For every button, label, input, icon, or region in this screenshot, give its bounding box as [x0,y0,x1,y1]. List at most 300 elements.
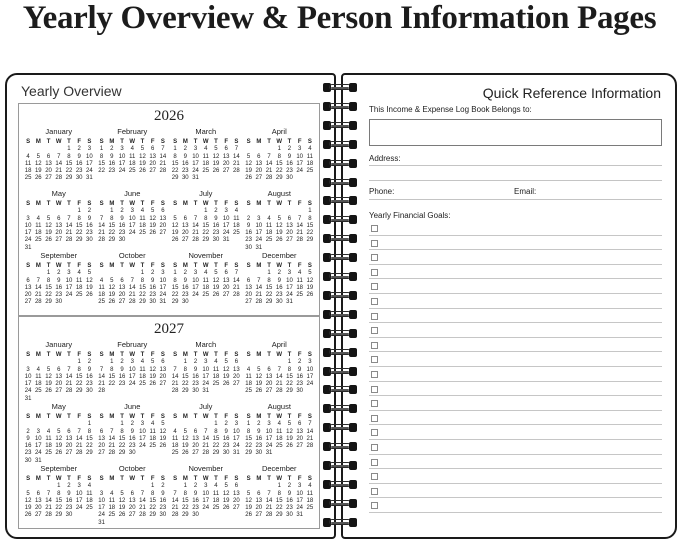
yearly-overview-page [5,73,336,539]
empty-cell [74,421,84,428]
day-cell: 15 [149,497,157,504]
goal-row[interactable] [369,498,662,513]
day-cell: 11 [24,160,32,167]
day-cell: 30 [255,450,263,457]
day-cell: 8 [77,215,81,222]
day-cell: 23 [24,450,32,457]
day-cell: 28 [202,450,210,457]
goal-row[interactable] [369,352,662,367]
day-cell: 27 [255,512,263,519]
day-cell: 24 [118,168,126,175]
day-cell: 5 [36,153,40,160]
wire-shadow [331,314,349,316]
day-cell: 16 [108,160,116,167]
empty-cell [54,359,64,366]
day-cell: 1 [287,359,292,366]
day-cell: 27 [245,299,252,306]
weekday-header: W [202,414,209,420]
weekday-header: T [193,139,198,145]
wire-shadow [331,371,349,373]
day-cell: 17 [296,497,304,504]
binding-hole-icon [349,253,357,262]
day-cell: 25 [149,443,157,450]
day-cell: 15 [245,435,252,442]
day-cell: 15 [171,160,179,167]
day-cell: 2 [246,215,251,222]
weekday-header: S [173,263,178,269]
day-cell: 11 [149,428,156,435]
goal-row[interactable] [369,425,662,440]
day-cell: 12 [245,497,252,504]
day-cell: 6 [224,146,228,153]
day-cell: 28 [45,512,52,519]
day-cell: 7 [298,215,302,222]
weekday-header: M [35,201,41,207]
day-cell: 6 [57,366,61,373]
day-cell: 15 [306,222,314,229]
spiral-coil [322,82,358,94]
day-cell: 20 [159,222,167,229]
day-cell: 18 [139,373,146,380]
day-cell: 12 [171,222,179,229]
binding-hole-icon [349,480,357,489]
month-november [170,464,242,526]
day-cell: 21 [233,284,240,291]
day-cell: 7 [267,490,271,497]
month-june [97,189,169,251]
day-cell: 29 [45,299,52,306]
day-cell: 18 [233,222,240,229]
empty-cell [97,208,107,215]
day-cell: 7 [277,366,281,373]
day-cell: 22 [306,230,314,237]
day-cell: 27 [159,381,167,388]
goal-checkbox[interactable] [371,400,378,407]
goal-checkbox[interactable] [371,342,378,349]
weekday-header: M [109,263,115,269]
goal-row[interactable] [369,396,662,411]
goal-row[interactable] [369,265,662,280]
spiral-coil [322,290,358,302]
weekday-header: M [256,201,262,207]
day-cell: 25 [34,388,42,395]
goal-row[interactable] [369,455,662,470]
goal-row[interactable] [369,250,662,265]
day-cell: 4 [246,366,251,373]
goal-row[interactable] [369,469,662,484]
weekday-header: W [55,476,62,482]
day-cell: 8 [173,153,177,160]
weekday-header: M [182,263,188,269]
goal-checkbox[interactable] [371,473,378,480]
goal-row[interactable] [369,294,662,309]
day-cell: 1 [173,146,177,153]
weekday-header: M [109,352,115,358]
day-cell: 23 [149,292,157,299]
goal-row[interactable] [369,338,662,353]
day-cell: 28 [255,299,263,306]
spiral-coil [322,384,358,396]
day-cell: 24 [86,168,93,175]
day-cell: 6 [257,490,261,497]
goal-row[interactable] [369,484,662,499]
goal-checkbox[interactable] [371,313,378,320]
binding-hole-icon [349,272,357,281]
day-cell: 5 [46,366,51,373]
day-cell: 15 [45,284,52,291]
day-cell: 27 [233,381,240,388]
goal-checkbox[interactable] [371,254,378,261]
day-cell: 1 [151,483,155,490]
day-cell: 12 [222,366,230,373]
empty-cell [274,359,284,366]
day-cell: 11 [212,490,220,497]
day-cell: 24 [265,443,273,450]
weekday-header: S [99,201,104,207]
weekday-header: W [202,476,209,482]
day-cell: 13 [159,366,167,373]
goal-checkbox[interactable] [371,225,378,232]
weekday-header: T [140,414,145,420]
goal-checkbox[interactable] [371,386,378,393]
weekday-header: F [150,139,155,145]
day-cell: 28 [34,299,42,306]
goal-checkbox[interactable] [371,283,378,290]
day-cell: 27 [222,168,230,175]
day-cell: 14 [233,153,240,160]
empty-cell [33,421,43,428]
weekday-header: M [35,263,41,269]
day-cell: 19 [286,435,293,442]
day-cell: 13 [55,222,63,229]
day-cell: 23 [181,168,189,175]
goal-checkbox[interactable] [371,444,378,451]
day-cell: 15 [275,160,283,167]
day-cell: 4 [308,483,312,490]
empty-cell [170,421,180,428]
day-cell: 9 [287,490,292,497]
goal-checkbox[interactable] [371,502,378,509]
day-cell: 20 [181,230,189,237]
day-cell: 29 [181,388,189,395]
day-cell: 24 [202,505,210,512]
day-cell: 31 [34,457,42,464]
day-cell: 31 [24,244,32,251]
weekday-header: S [246,139,251,145]
day-cell: 10 [128,215,136,222]
empty-cell [284,208,294,215]
weekday-header: M [109,139,115,145]
day-cell: 29 [65,175,73,182]
day-cell: 27 [265,388,273,395]
day-cell: 20 [255,505,263,512]
day-cell: 11 [202,277,209,284]
empty-cell [170,208,180,215]
day-cell: 6 [120,277,124,284]
goal-checkbox[interactable] [371,371,378,378]
month-name: January [45,340,73,349]
contact-line[interactable] [369,199,662,200]
weekday-header: W [55,414,62,420]
empty-cell [264,359,274,366]
day-cell: 23 [192,505,199,512]
day-cell: 18 [128,160,136,167]
day-cell: 14 [192,222,199,229]
day-cell: 12 [139,153,146,160]
wire-shadow [331,408,349,410]
day-cell: 13 [128,497,136,504]
weekday-header: S [160,414,165,420]
day-cell: 8 [204,215,208,222]
day-cell: 30 [86,388,93,395]
address-line[interactable] [369,165,662,166]
day-cell: 7 [77,428,81,435]
empty-cell [33,359,43,366]
day-cell: 1 [183,359,187,366]
day-cell: 1 [204,208,208,215]
goal-row[interactable] [369,382,662,397]
day-cell: 17 [34,443,42,450]
empty-cell [295,208,305,215]
day-cell: 25 [34,237,42,244]
day-cell: 10 [34,435,42,442]
goal-checkbox[interactable] [371,488,378,495]
day-cell: 30 [181,299,189,306]
weekday-header: S [160,352,165,358]
day-cell: 14 [255,284,263,291]
month-august [244,402,316,464]
day-cell: 28 [98,237,105,244]
day-cell: 12 [159,428,167,435]
spiral-coil [322,101,358,113]
goal-row[interactable] [369,236,662,251]
weekday-header: M [35,476,41,482]
day-cell: 17 [65,284,73,291]
goal-checkbox[interactable] [371,356,378,363]
day-cell: 31 [286,299,293,306]
day-cell: 25 [233,230,240,237]
goal-row[interactable] [369,309,662,324]
owner-name-field[interactable] [369,119,662,146]
day-cell: 1 [110,359,114,366]
day-cell: 6 [26,277,30,284]
day-cell: 18 [75,284,83,291]
day-cell: 1 [110,208,114,215]
day-cell: 22 [286,381,293,388]
day-cell: 20 [65,443,73,450]
month-february [97,340,169,402]
wire-shadow [331,484,349,486]
day-cell: 2 [183,146,187,153]
day-cell: 28 [265,512,273,519]
yearly-overview-heading: Yearly Overview [21,83,122,99]
day-cell: 4 [46,428,51,435]
day-cell: 2 [277,270,281,277]
day-cell: 3 [193,270,198,277]
day-grid [97,352,169,396]
goal-row[interactable] [369,411,662,426]
weekday-header: S [173,139,178,145]
month-name: February [117,340,148,349]
day-cell: 22 [212,443,220,450]
day-grid [244,476,316,520]
month-april [244,340,316,402]
weekday-header: W [202,263,209,269]
day-cell: 26 [255,388,263,395]
goal-checkbox[interactable] [371,459,378,466]
weekday-header: S [307,352,312,358]
weekday-header: F [77,201,81,207]
weekday-header: S [87,352,92,358]
day-cell: 30 [245,244,252,251]
day-cell: 21 [296,230,304,237]
day-cell: 7 [267,153,271,160]
day-cell: 22 [98,168,105,175]
binding-hole-icon [349,442,357,451]
day-cell: 14 [275,373,283,380]
day-grid [170,139,242,183]
day-cell: 25 [275,443,283,450]
day-cell: 27 [286,237,293,244]
day-cell: 19 [24,505,32,512]
day-cell: 19 [222,373,230,380]
weekday-header: S [87,476,92,482]
address-line-2[interactable] [369,180,662,181]
day-cell: 20 [265,381,273,388]
day-cell: 15 [98,160,105,167]
day-cell: 28 [233,168,240,175]
day-cell: 21 [306,435,314,442]
weekday-header: W [129,201,136,207]
goal-row[interactable] [369,367,662,382]
day-cell: 7 [173,490,177,497]
day-cell: 19 [86,284,93,291]
empty-cell [190,421,200,428]
day-cell: 24 [192,168,199,175]
day-cell: 1 [246,421,251,428]
goal-row[interactable] [369,279,662,294]
empty-cell [33,483,43,490]
day-cell: 22 [265,292,273,299]
goal-checkbox[interactable] [371,415,378,422]
empty-cell [33,146,43,153]
goal-checkbox[interactable] [371,327,378,334]
day-cell: 29 [149,512,157,519]
day-cell: 20 [118,292,126,299]
day-cell: 14 [265,497,273,504]
day-cell: 13 [34,497,42,504]
day-cell: 8 [277,490,281,497]
day-cell: 6 [287,215,292,222]
day-cell: 10 [265,428,273,435]
goal-checkbox[interactable] [371,298,378,305]
day-cell: 26 [181,450,189,457]
day-cell: 3 [26,366,30,373]
empty-cell [107,270,117,277]
day-cell: 29 [75,388,83,395]
day-grid [170,414,242,458]
day-grid [170,476,242,520]
goal-row[interactable] [369,221,662,236]
day-cell: 7 [234,270,239,277]
weekday-header: S [99,139,104,145]
day-cell: 22 [275,168,283,175]
day-cell: 20 [34,505,42,512]
weekday-header: S [307,414,312,420]
goal-row[interactable] [369,440,662,455]
day-cell: 8 [46,277,51,284]
day-cell: 19 [245,505,252,512]
day-cell: 18 [98,292,105,299]
day-cell: 30 [181,175,189,182]
day-cell: 26 [45,388,52,395]
day-cell: 18 [306,160,314,167]
day-cell: 26 [286,443,293,450]
day-cell: 14 [55,160,63,167]
weekday-header: S [160,201,165,207]
empty-cell [254,483,264,490]
day-cell: 23 [181,292,189,299]
weekday-header: T [287,201,292,207]
goal-checkbox[interactable] [371,240,378,247]
day-cell: 21 [171,381,179,388]
goal-checkbox[interactable] [371,429,378,436]
goal-checkbox[interactable] [371,269,378,276]
binding-hole-icon [349,423,357,432]
weekday-header: W [129,352,136,358]
day-cell: 11 [139,215,146,222]
day-cell: 3 [87,146,92,153]
weekday-header: T [193,263,198,269]
day-cell: 11 [35,222,42,229]
day-cell: 10 [24,222,32,229]
day-cell: 9 [183,277,187,284]
day-cell: 15 [181,497,189,504]
month-september [23,251,95,313]
day-cell: 26 [245,512,252,519]
day-cell: 6 [298,421,302,428]
day-cell: 20 [222,284,230,291]
day-cell: 18 [202,160,210,167]
empty-cell [244,208,254,215]
goal-row[interactable] [369,323,662,338]
day-cell: 17 [98,505,105,512]
quick-reference-heading: Quick Reference Information [482,85,661,101]
day-cell: 23 [286,505,293,512]
day-cell: 14 [65,373,73,380]
weekday-header: T [46,476,51,482]
empty-cell [254,359,264,366]
weekday-header: T [67,352,71,358]
weekday-header: W [202,201,209,207]
weekday-header: S [173,414,178,420]
day-cell: 7 [234,146,239,153]
weekday-header: W [129,139,136,145]
day-cell: 1 [267,270,271,277]
day-cell: 13 [149,153,157,160]
day-cell: 14 [45,497,52,504]
day-cell: 16 [86,222,93,229]
binding-hole-icon [349,121,357,130]
month-name: October [118,251,146,260]
day-cell: 25 [212,381,220,388]
day-cell: 21 [75,443,83,450]
day-cell: 7 [173,366,177,373]
day-cell: 14 [171,373,179,380]
weekday-header: T [140,139,145,145]
day-cell: 18 [86,497,93,504]
day-cell: 16 [192,373,199,380]
